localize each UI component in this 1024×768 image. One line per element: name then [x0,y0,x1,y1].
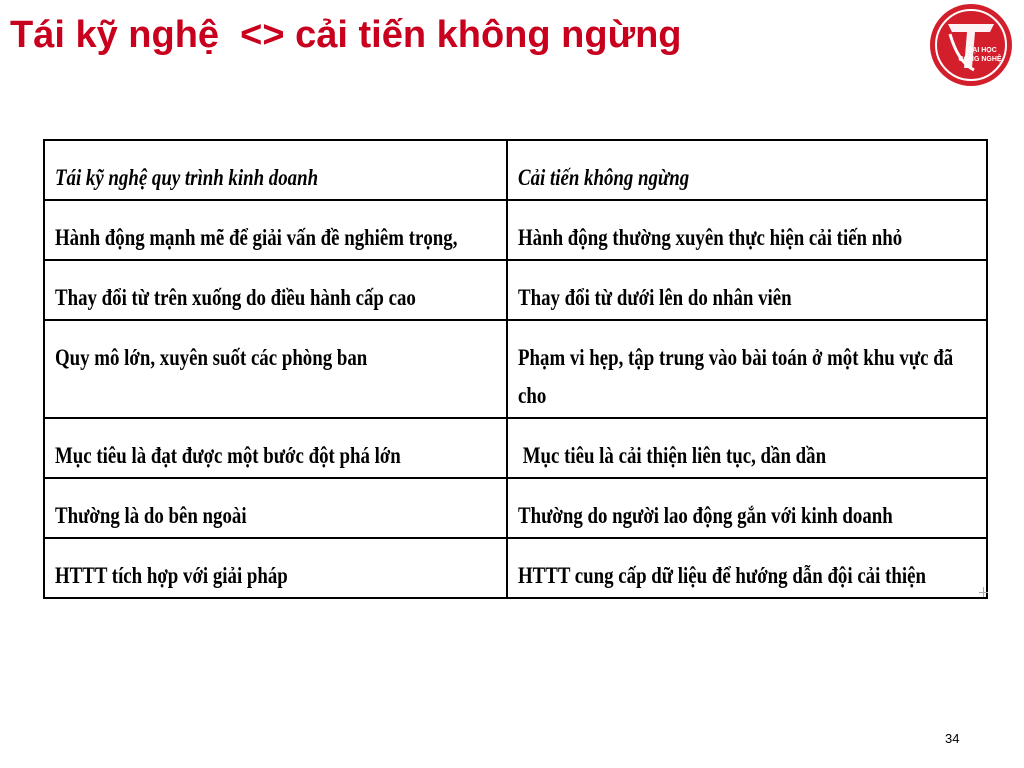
table-header-cell: Tái kỹ nghệ quy trình kinh doanh [44,140,507,200]
university-logo-icon [928,2,1014,88]
table-cell: Thay đổi từ trên xuống do điều hành cấp cao [44,260,507,320]
table-row [44,200,987,260]
page-number: 34 [945,731,960,746]
decorative-mark [979,592,988,593]
table-row [44,418,987,478]
table-cell: Phạm vi hẹp, tập trung vào bài toán ở một khu vực đã cho [507,320,987,418]
comparison-table [43,139,988,599]
table-cell: Hành động mạnh mẽ để giải vấn đề nghiêm trọng, [44,200,507,260]
table-row [44,478,987,538]
table-cell: HTTT cung cấp dữ liệu để hướng dẫn đội cải thiện [507,538,987,598]
slide-title: Tái kỹ nghệ <> cải tiến không ngừng [10,14,682,56]
table-cell: Mục tiêu là cải thiện liên tục, dần dần [507,418,987,478]
table-cell: Hành động thường xuyên thực hiện cải tiến nhỏ [507,200,987,260]
table-header-row [44,140,987,200]
table-cell: Thường là do bên ngoài [44,478,507,538]
table-cell: Thường do người lao động gắn với kinh doanh [507,478,987,538]
table-cell: Thay đổi từ dưới lên do nhân viên [507,260,987,320]
table-row [44,538,987,598]
table-header-cell: Cải tiến không ngừng [507,140,987,200]
logo-text-line1: ĐẠI HỌC [967,47,997,54]
table-cell: Mục tiêu là đạt được một bước đột phá lớn [44,418,507,478]
table-cell: Quy mô lớn, xuyên suốt các phòng ban [44,320,507,418]
logo-text-line2: CÔNG NGHỆ [958,56,1002,63]
table-row [44,320,987,418]
table-cell: HTTT tích hợp với giải pháp [44,538,507,598]
table-row [44,260,987,320]
